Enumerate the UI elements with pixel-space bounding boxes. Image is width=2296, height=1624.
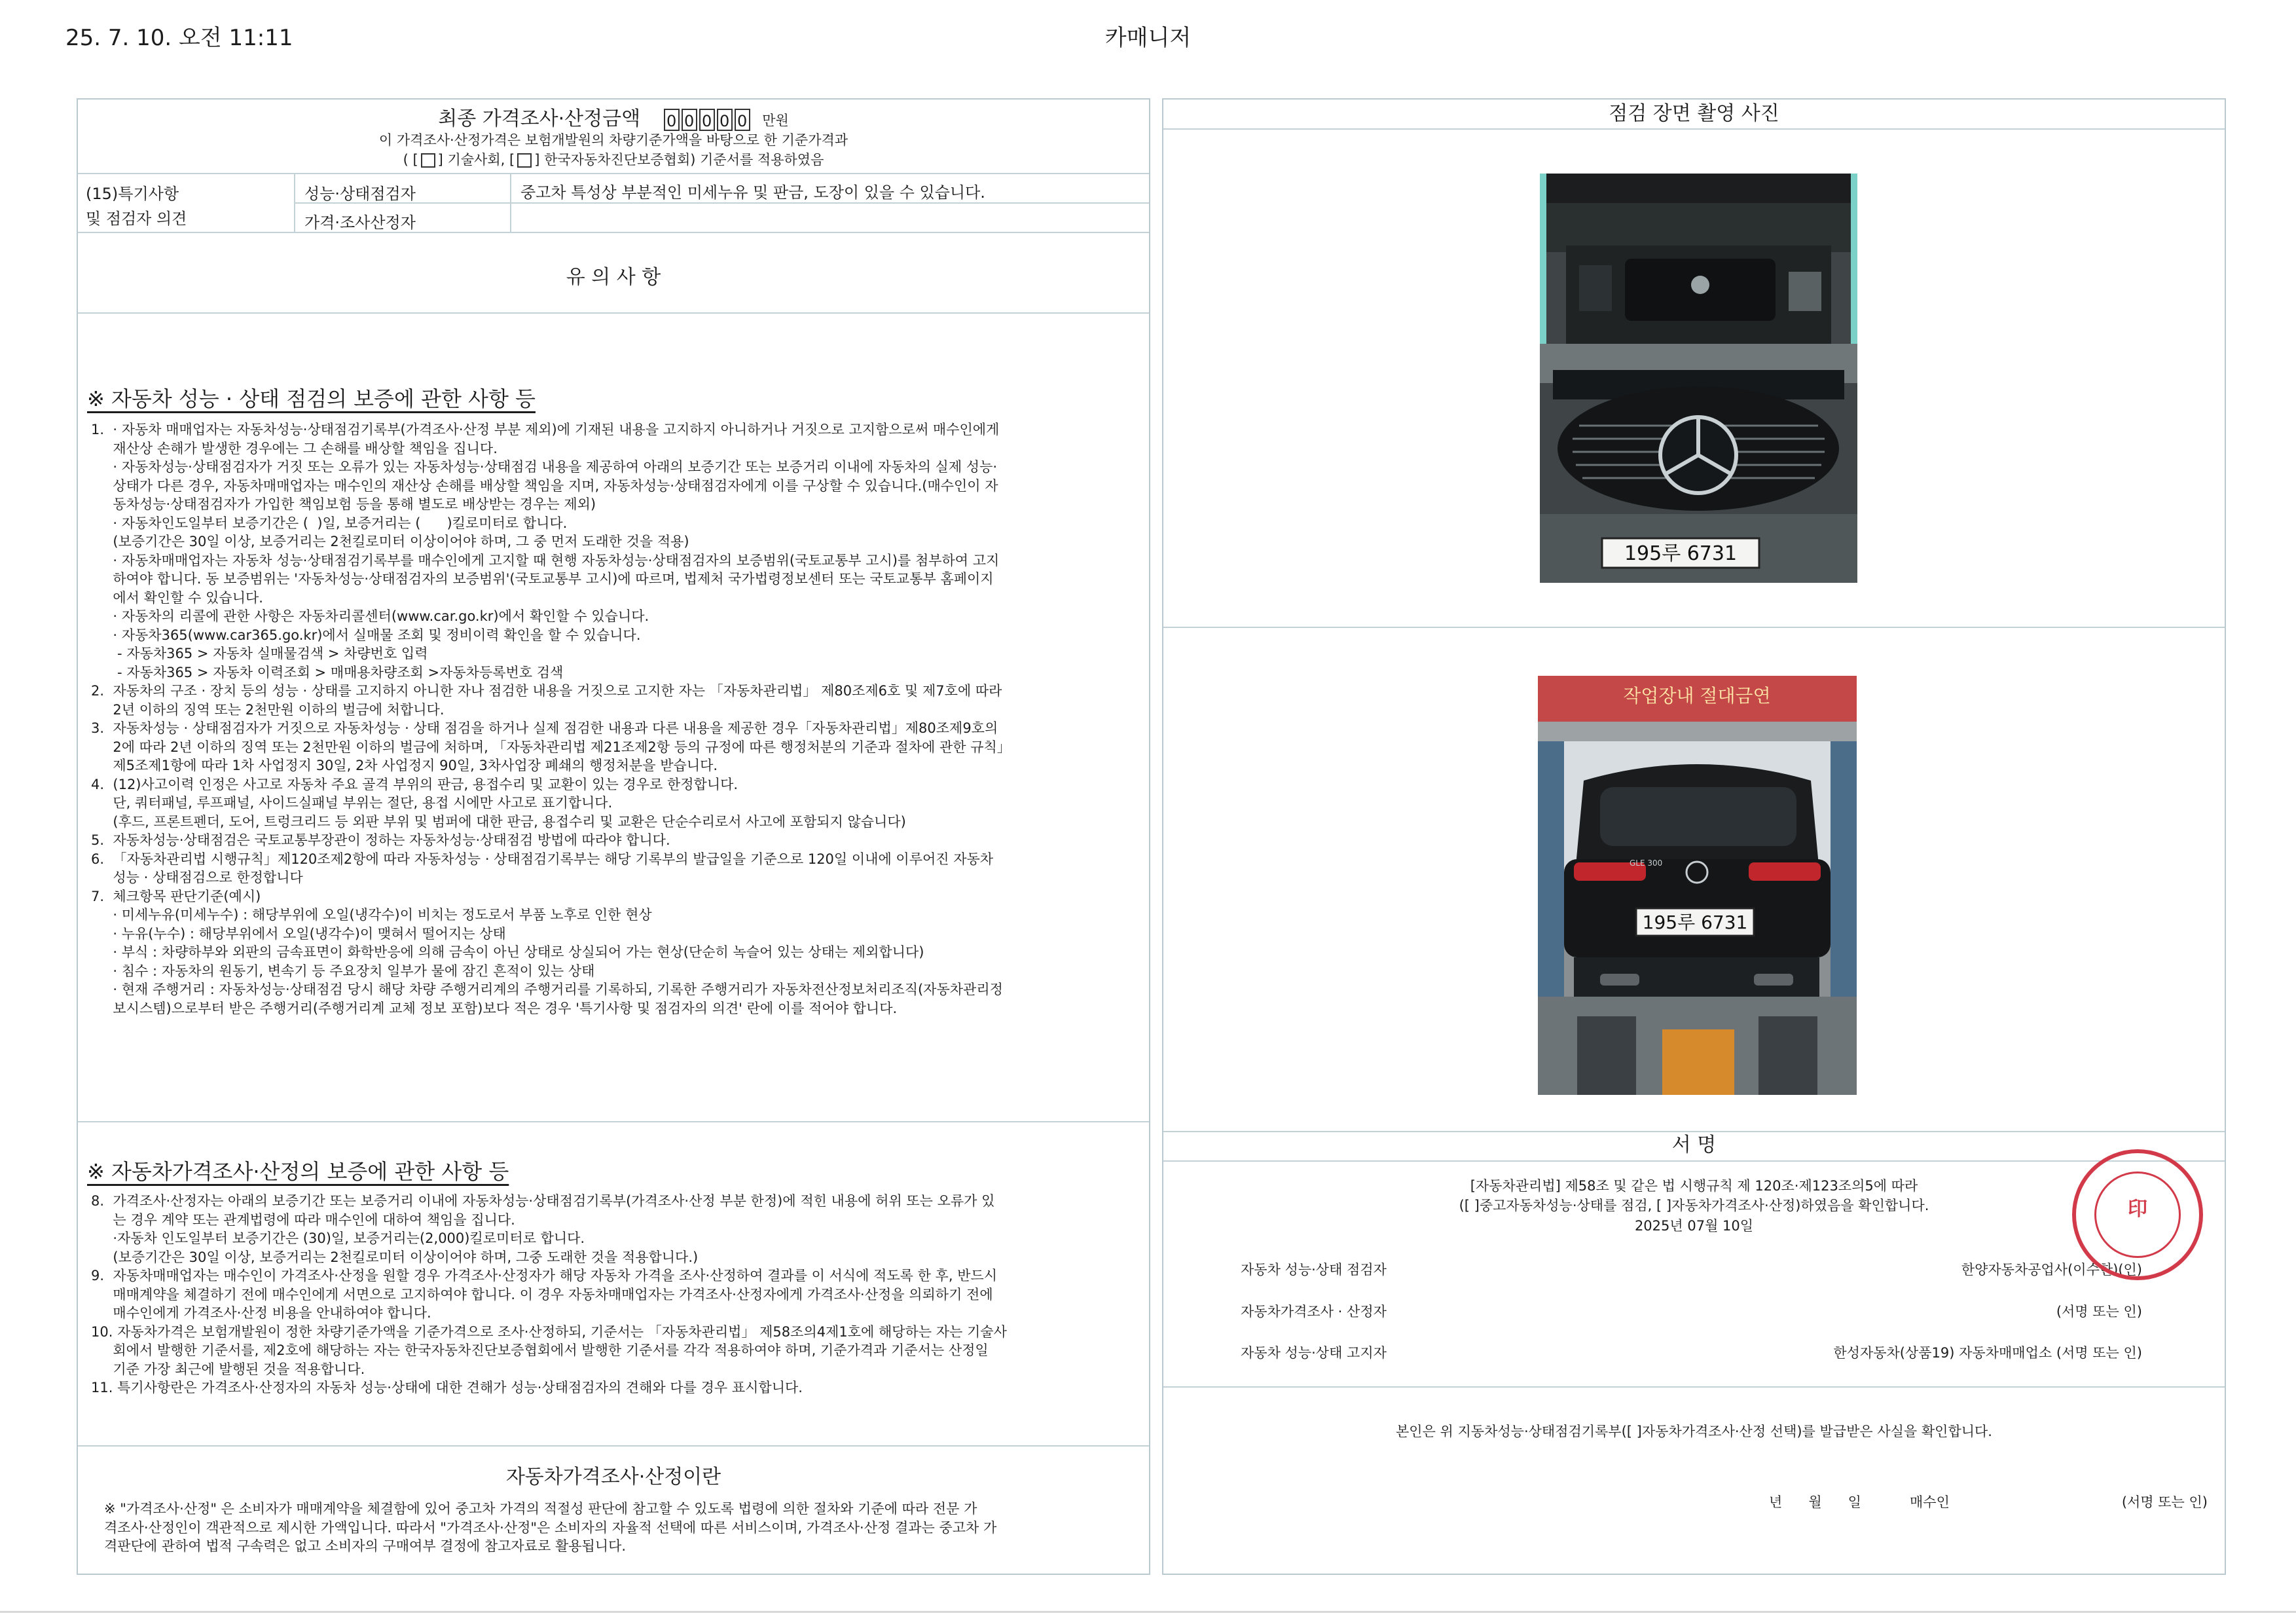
seal-stamp-glyphs: 印: [2128, 1198, 2147, 1221]
checkbox-kada[interactable]: [517, 153, 532, 168]
booth-banner-text: 작업장내 절대금연: [1623, 685, 1771, 707]
divider: [78, 312, 1149, 314]
divider: [78, 173, 1149, 174]
notice-title: 유 의 사 항: [566, 266, 661, 289]
opinion-label-2: 및 점검자 의견: [86, 210, 187, 228]
rear-plate-text: 195루 6731: [1642, 912, 1748, 933]
signature-title: 서 명: [1671, 1134, 1717, 1156]
inspector-signer-label: 자동차 성능·상태 점검자: [1241, 1262, 1387, 1278]
divider: [1163, 627, 2225, 628]
section-performance-warranty-body: 1. · 자동차 매매업자는 자동차성능·상태점검기록부(가격조사·산정 부분 제외)에 기재된 내용을 고지하지 아니하거나 거짓으로 고지함으로써 매수인에게 재산상 손해가 발생한 경우에는 그 손해를 배상할 책임을 집니다. · 자동차성능·상태점검자가 거짓 또는 오류가 있는 자동차성능·상태점검 내용을 제공하여 아래의 보증기간 또는 보증거리 이내에 자동차의 실제 성능· 상태가 다른 경우, 자동차매매업자는 매수인의 재산상 손해를 배상할 책임을 지며, 자동차성능·상태점검자에게 이를 구상할 수 있습니다.(매수인이 자 동차성능·상태점검자가 가입한 책임보험 등을 통해 별도로 배상받는 경우는 제외) · 자동차인도일부터 보증기간은 ( )일, 보증거리는 ( )킬로미터로 합니다. (보증기간은 30일 이상, 보증거리는 2천킬로미터 이상이어야 하며, 그 중 먼저 도래한 것을 적용) · 자동차매매업자는 자동차 성능·상태점검기록부를 매수인에게 고지할 때 현행 자동차성능·상태점검자의 보증범위(국토교통부 고시)를 첨부하여 고지 하여야 합니다. 동 보증범위는 '자동차성능·상태점검자의 보증범위'(국토교통부 고시)에 따르며, 법제처 국가법령정보센터 또는 국토교통부 홈페이지 에서 확인할 수 있습니다. · 자동차의 리콜에 관한 사항은 자동차리콜센터(www.car.go.kr)에서 확인할 수 있습니다. · 자동차365(www.car365.go.kr)에서 실매물 조회 및 정비이력 확인을 할 수 있습니다. - 자동차365 > 자동차 실매물검색 > 차량번호 입력 - 자동차365 > 자동차 이력조회 > 매매용차량조회 >자동차등록번호 검색 2. 자동차의 구조 · 장치 등의 성능 · 상태를 고지하지 아니한 자나 점검한 내용을 거짓으로 고지한 자는 「자동차관리법」 제80조제6호 및 제7호에 따라 2년 이하의 징역 또는 2천만원 이하의 벌금에 처합니다. 3. 자동차성능 · 상태점검자가 거짓으로 자동차성능 · 상태 점검을 하거나 실제 점검한 내용과 다른 내용을 제공한 경우「자동차관리법」제80조제9호의 2에 따라 2년 이하의 징역 또는 2천만원 이하의 벌금에 처하며, 「자동차관리법 제21조제2항 등의 규정에 따른 행정처분의 기준과 절차에 관한 규칙」 제5조제1항에 따라 1차 사업정지 30일, 2차 사업정지 90일, 3차사업장 폐쇄의 행정처분을 받습니다. 4. (12)사고이력 인정은 사고로 자동차 주요 골격 부위의 판금, 용접수리 및 교환이 있는 경우로 한정합니다. 단, 쿼터패널, 루프패널, 사이드실패널 부위는 절단, 용접 시에만 사고로 표기합니다. (후드, 프론트펜더, 도어, 트렁크리드 등 외판 부위 및 범퍼에 대한 판금, 용접수리 및 교환은 단순수리로서 사고에 포함되지 않습니다) 5. 자동차성능·상태점검은 국토교통부장관이 정하는 자동차성능·상태점검 방법에 따라야 합니다. 6. 「자동차관리법 시행규칙」제120조제2항에 따라 자동차성능 · 상태점검기록부는 해당 기록부의 발급일을 기준으로 120일 이내에 이루어진 자동차 성능 · 상태점검으로 한정합니다 7. 체크항목 판단기준(예시) · 미세누유(미세누수) : 해당부위에 오일(냉각수)이 비치는 정도로서 부품 노후로 인한 현상 · 누유(누수) : 해당부위에서 오일(냉각수)이 맺혀서 떨어지는 상태 · 부식 : 차량하부와 외판의 금속표면이 화학반응에 의해 금속이 아닌 상태로 상실되어 가는 현상(단순히 녹슬어 있는 상태는 제외합니다) · 침수 : 자동차의 원동기, 변속기 등 주요장치 일부가 물에 잠긴 흔적이 있는 상태 · 현재 주행거리 : 자동차성능·상태점검 당시 해당 차량 주행거리계의 주행거리를 기록하되, 기록한 주행거리가 자동차전산정보처리조직(자동차관리정 보시스템)으로부터 받은 주행거리(주행거리계 교체 정보 포함)보다 적은 경우 '특기사항 및 점검자의 의견' 란에 이를 적어야 합니다.: [91, 422, 1011, 1016]
notifier-signer-value: 한성자동차(상품19) 자동차매매업소 (서명 또는 인): [1833, 1345, 2142, 1361]
section-price-warranty-body: 8. 가격조사·산정자는 아래의 보증기간 또는 보증거리 이내에 자동차성능·상태점검기록부(가격조사·산정 부분 한정)에 적힌 내용에 허위 또는 오류가 있 는 경우 계약 또는 관계법령에 따라 매수인에 대하여 책임을 집니다. ·자동차 인도일부터 보증기간은 (30)일, 보증거리는(2,000)킬로미터로 합니다. (보증기간은 30일 이상, 보증거리는 2천킬로미터 이상이어야 하며, 그중 도래한 것을 적용합니다.) 9. 자동차매매업자는 매수인이 가격조사·산정을 원할 경우 가격조사·산정자가 해당 자동차 가격을 조사·산정하여 결과를 이 서식에 적도록 한 후, 반드시 매매계약을 체결하기 전에 매수인에게 서면으로 고지하여야 합니다. 이 경우 자동차매매업자는 가격조사·산정자에게 가격조사·산정을 의뢰하기 전에 매수인에게 가격조사·산정 비용을 안내하여야 합니다. 10. 자동차가격은 보험개발원이 정한 차량기준가액을 기준가격으로 조사·산정하되, 기준서는 「자동차관리법」 제58조의4제1호에 해당하는 자는 기술사 회에서 발행한 기준서를, 제2호에 해당하는 자는 한국자동차진단보증협회에서 발행한 기준서를 각각 적용하여야 하며, 기준가격과 기준서는 산정일 기준 가장 최근에 발행된 것을 적용합니다. 11. 특기사항란은 가격조사·산정자의 자동차 성능·상태에 대한 견해가 성능·상태점검자의 견해와 다를 경우 표시합니다.: [91, 1193, 1007, 1395]
buyer-label: 매수인: [1910, 1494, 1950, 1510]
model-badge-text: GLE 300: [1630, 858, 1663, 868]
price-digit: 0: [699, 109, 715, 131]
price-digit: 0: [717, 109, 733, 131]
line2-part-b: ] 기술사회, [: [437, 152, 515, 168]
section-performance-warranty-title: ※ 자동차 성능 · 상태 점검의 보증에 관한 사항 등: [87, 386, 536, 411]
role-inspector: 성능·상태점검자: [304, 185, 416, 203]
company-seal-stamp: [2072, 1149, 2203, 1280]
divider: [78, 232, 1149, 233]
section-price-definition-title: 자동차가격조사·산정이란: [505, 1466, 721, 1488]
buyer-date-fields: 년 월 일: [1769, 1494, 1861, 1510]
price-unit: 만원: [762, 113, 789, 128]
front-engine-image: [1540, 174, 1857, 583]
buyer-sign-field[interactable]: (서명 또는 인): [2121, 1494, 2208, 1510]
price-digit: 0: [735, 109, 750, 131]
price-digit: 0: [664, 109, 680, 131]
section-price-definition-body: ※ "가격조사·산정" 은 소비자가 매매계약을 체결함에 있어 중고차 가격의 적절성 판단에 참고할 수 있도록 법령에 의한 절차와 기준에 따라 전문 가 격조사·산정인이 객관적으로 제시한 가액입니다. 따라서 "가격조사·산정"은 소비자의 자율적 선택에 따른 서비스이며, 가격조사·산정 결과는 중고차 가 격판단에 관하여 법적 구속력은 없고 소비자의 구매여부 결정에 참고자료로 활용됩니다.: [104, 1501, 997, 1554]
rear-booth-image: [1538, 676, 1857, 1095]
left-panel: [77, 98, 1150, 1575]
divider: [78, 1121, 1149, 1122]
inspector-signer-value: 한양자동차공업사(이수한)(인): [1961, 1262, 2142, 1278]
line2-part-c: ] 한국자동차진단보증협회) 기준서를 적용하였음: [534, 152, 824, 168]
rear-booth-photo: [1538, 676, 1857, 1095]
photos-title: 점검 장면 촬영 사진: [1609, 102, 1779, 125]
price-desc-line1: 이 가격조사·산정가격은 보험개발원의 차량기준가액을 바탕으로 한 기준가격과: [378, 132, 848, 148]
divider: [1163, 1386, 2225, 1388]
buyer-receipt-statement: 본인은 위 지동차성능·상태점검기록부([ ]자동차가격조사·산정 선택)를 발급받은 사실을 확인합니다.: [1396, 1424, 1992, 1439]
signature-law-line1: [자동차관리법] 제58조 및 같은 법 시행규칙 제 120조·제123조의5에 따라: [1470, 1178, 1918, 1194]
divider: [1163, 1160, 2225, 1162]
site-title: 카매니저: [1104, 25, 1192, 51]
price-digit: 0: [682, 109, 697, 131]
opinion-label-1: (15)특기사항: [86, 185, 179, 203]
signature-date: 2025년 07월 10일: [1634, 1218, 1754, 1234]
front-engine-photo: [1540, 174, 1857, 583]
checkbox-technical-society[interactable]: [421, 153, 435, 168]
divider: [1163, 128, 2225, 130]
inspector-opinion: 중고차 특성상 부분적인 미세누유 및 판금, 도장이 있을 수 있습니다.: [520, 183, 985, 202]
price-desc-line2: [78, 151, 1149, 169]
divider: [78, 1445, 1149, 1447]
front-plate-text: 195루 6731: [1624, 542, 1738, 565]
appraiser-signer-value: (서명 또는 인): [2056, 1304, 2142, 1320]
role-appraiser: 가격·조사산정자: [304, 213, 416, 232]
divider: [294, 202, 1149, 204]
line2-part-a: ( [: [403, 152, 418, 168]
appraiser-signer-label: 자동차가격조사 · 산정자: [1241, 1304, 1387, 1320]
print-datetime: 25. 7. 10. 오전 11:11: [65, 25, 293, 51]
notifier-signer-label: 자동차 성능·상태 고지자: [1241, 1345, 1387, 1361]
signature-law-line2: ([ ]중고자동차성능·상태를 점검, [ ]자동차가격조사·산정)하였음을 확인합니다.: [1459, 1198, 1929, 1213]
right-panel: [1162, 98, 2226, 1575]
price-title: 최종 가격조사·산정금액: [438, 107, 641, 130]
section-price-warranty-title: ※ 자동차가격조사·산정의 보증에 관한 사항 등: [87, 1159, 509, 1184]
page-bottom-rule: [0, 1611, 2296, 1613]
